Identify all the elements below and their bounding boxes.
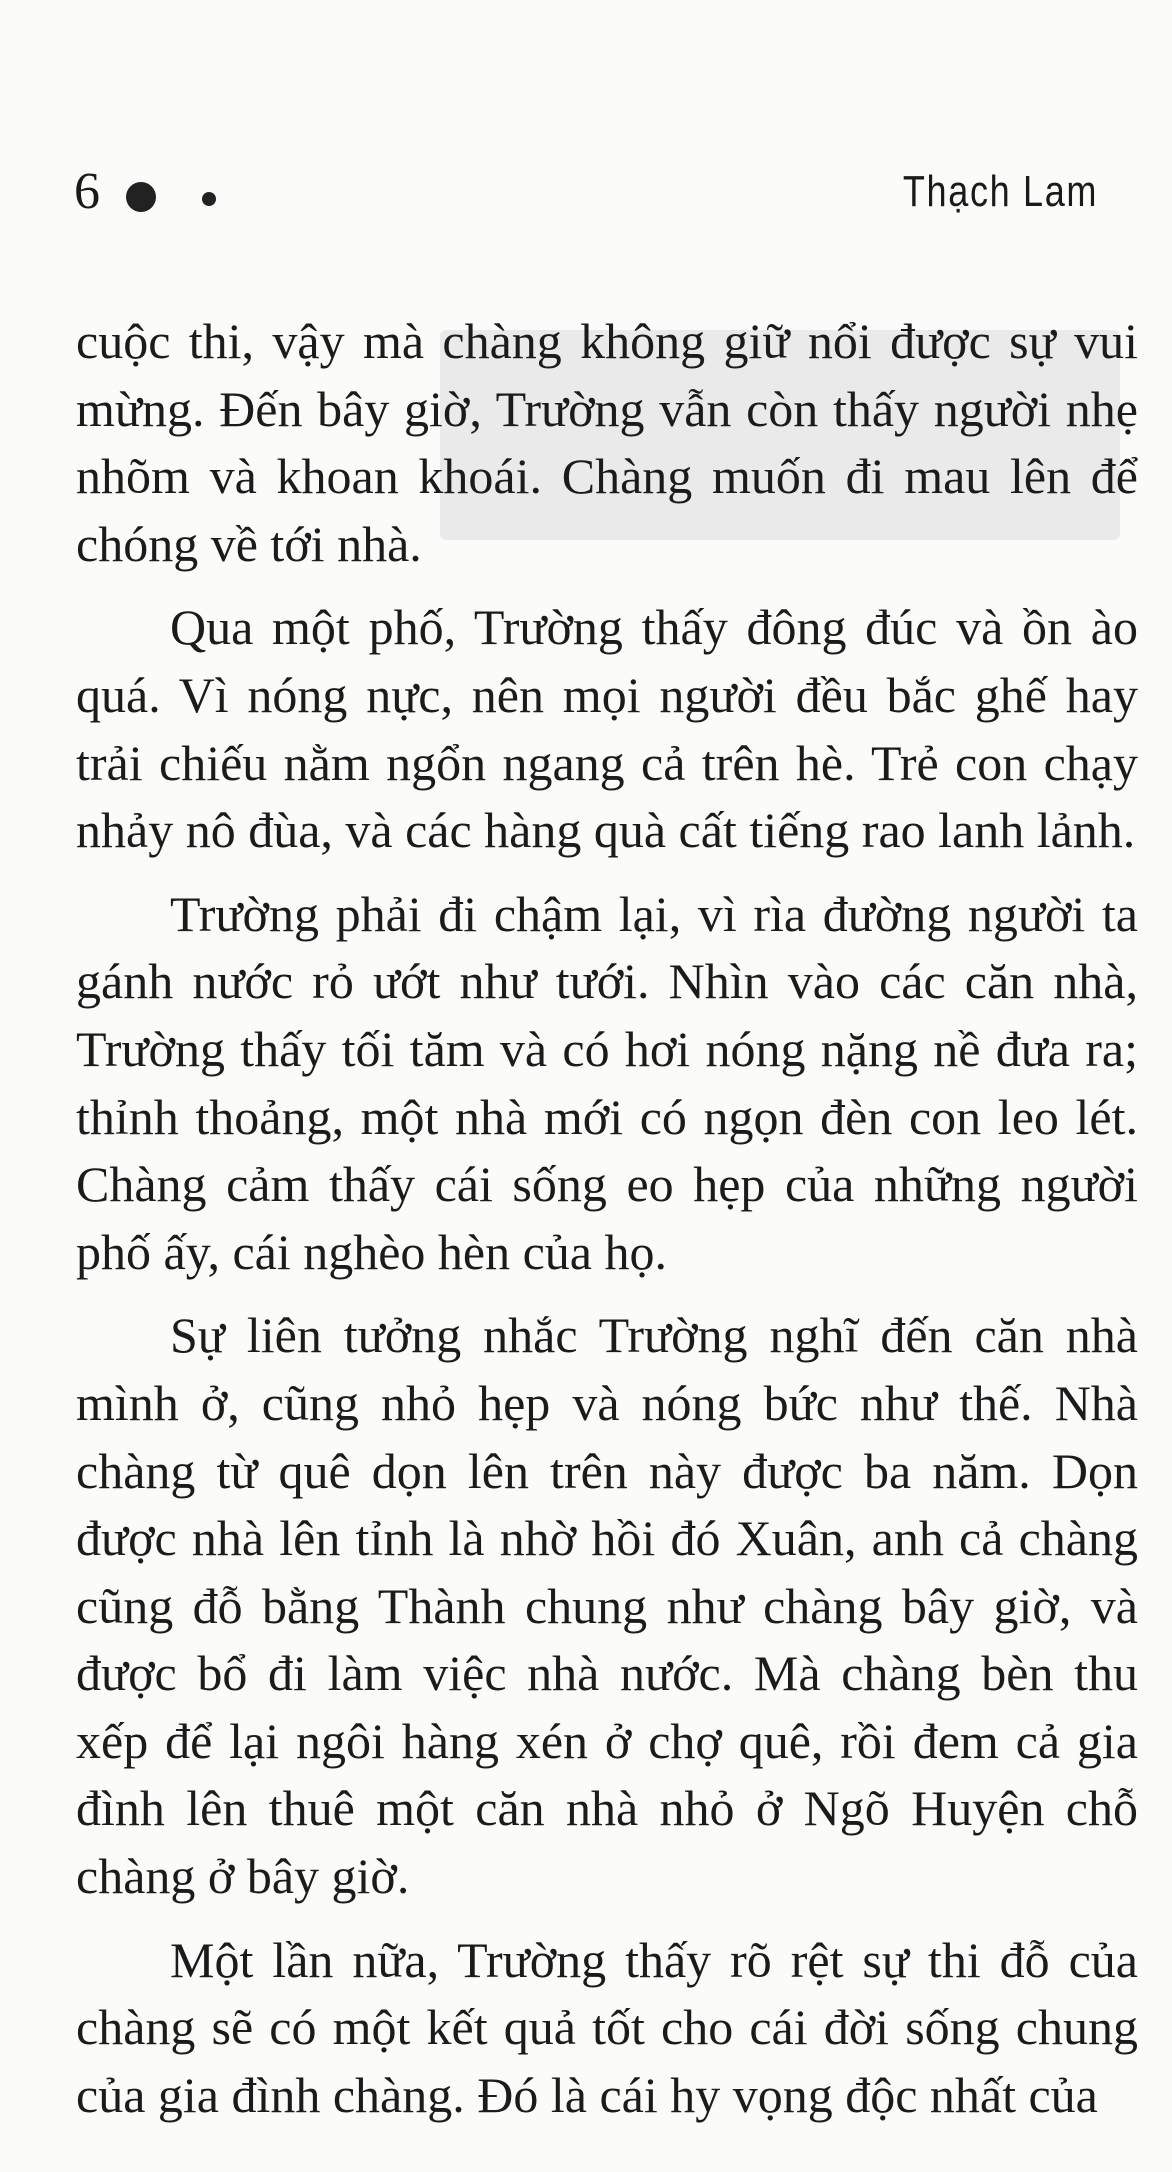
small-dot-ornament bbox=[202, 192, 216, 206]
running-head-author: Thạch Lam bbox=[902, 167, 1098, 216]
paragraph: Một lần nữa, Trường thấy rõ rệt sự thi đỗ của chàng sẽ có một kết quả tốt cho cái đời sống chung của gia đình chàng. Đó là cái hy vọng độc nhất của bbox=[76, 1931, 1138, 2123]
paragraph: Sự liên tưởng nhắc Trường nghĩ đến căn nhà mình ở, cũng nhỏ hẹp và nóng bức như thế. Nhà chàng từ quê dọn lên trên này được ba năm. Dọn được nhà lên tỉnh là nhờ hồi đó Xuân, anh cả chàng cũng đỗ bằng Thành chung như chàng bây giờ, và được bổ đi làm việc nhà nước. Mà chàng bèn thu xếp để lại ngôi hàng xén ở chợ quê, rồi đem cả gia đình lên thuê một căn nhà nhỏ ở Ngõ Huyện chỗ chàng ở bây giờ. bbox=[76, 1307, 1138, 1905]
page-number: 6 bbox=[74, 163, 100, 220]
paragraph: Trường phải đi chậm lại, vì rìa đường người ta gánh nước rỏ ướt như tưới. Nhìn vào các căn nhà, Trường thấy tối tăm và có hơi nóng nặng nề đưa ra; thỉnh thoảng, một nhà mới có ngọn đèn con leo lét. Chàng cảm thấy cái sống eo hẹp của những người phố ấy, cái nghèo hèn của họ. bbox=[76, 885, 1138, 1280]
paragraph: Qua một phố, Trường thấy đông đúc và ồn ào quá. Vì nóng nực, nên mọi người đều bắc ghế hay trải chiếu nằm ngổn ngang cả trên hè. Trẻ con chạy nhảy nô đùa, và các hàng quà cất tiếng rao lanh lảnh. bbox=[76, 599, 1138, 859]
paragraph-continuation: cuộc thi, vậy mà chàng không giữ nổi được sự vui mừng. Đến bây giờ, Trường vẫn còn thấy người nhẹ nhõm và khoan khoái. Chàng muốn đi mau lên để chóng về tới nhà. bbox=[76, 313, 1138, 572]
body-text bbox=[76, 308, 1138, 2145]
large-dot-ornament bbox=[126, 182, 156, 212]
page-header bbox=[74, 160, 1098, 230]
